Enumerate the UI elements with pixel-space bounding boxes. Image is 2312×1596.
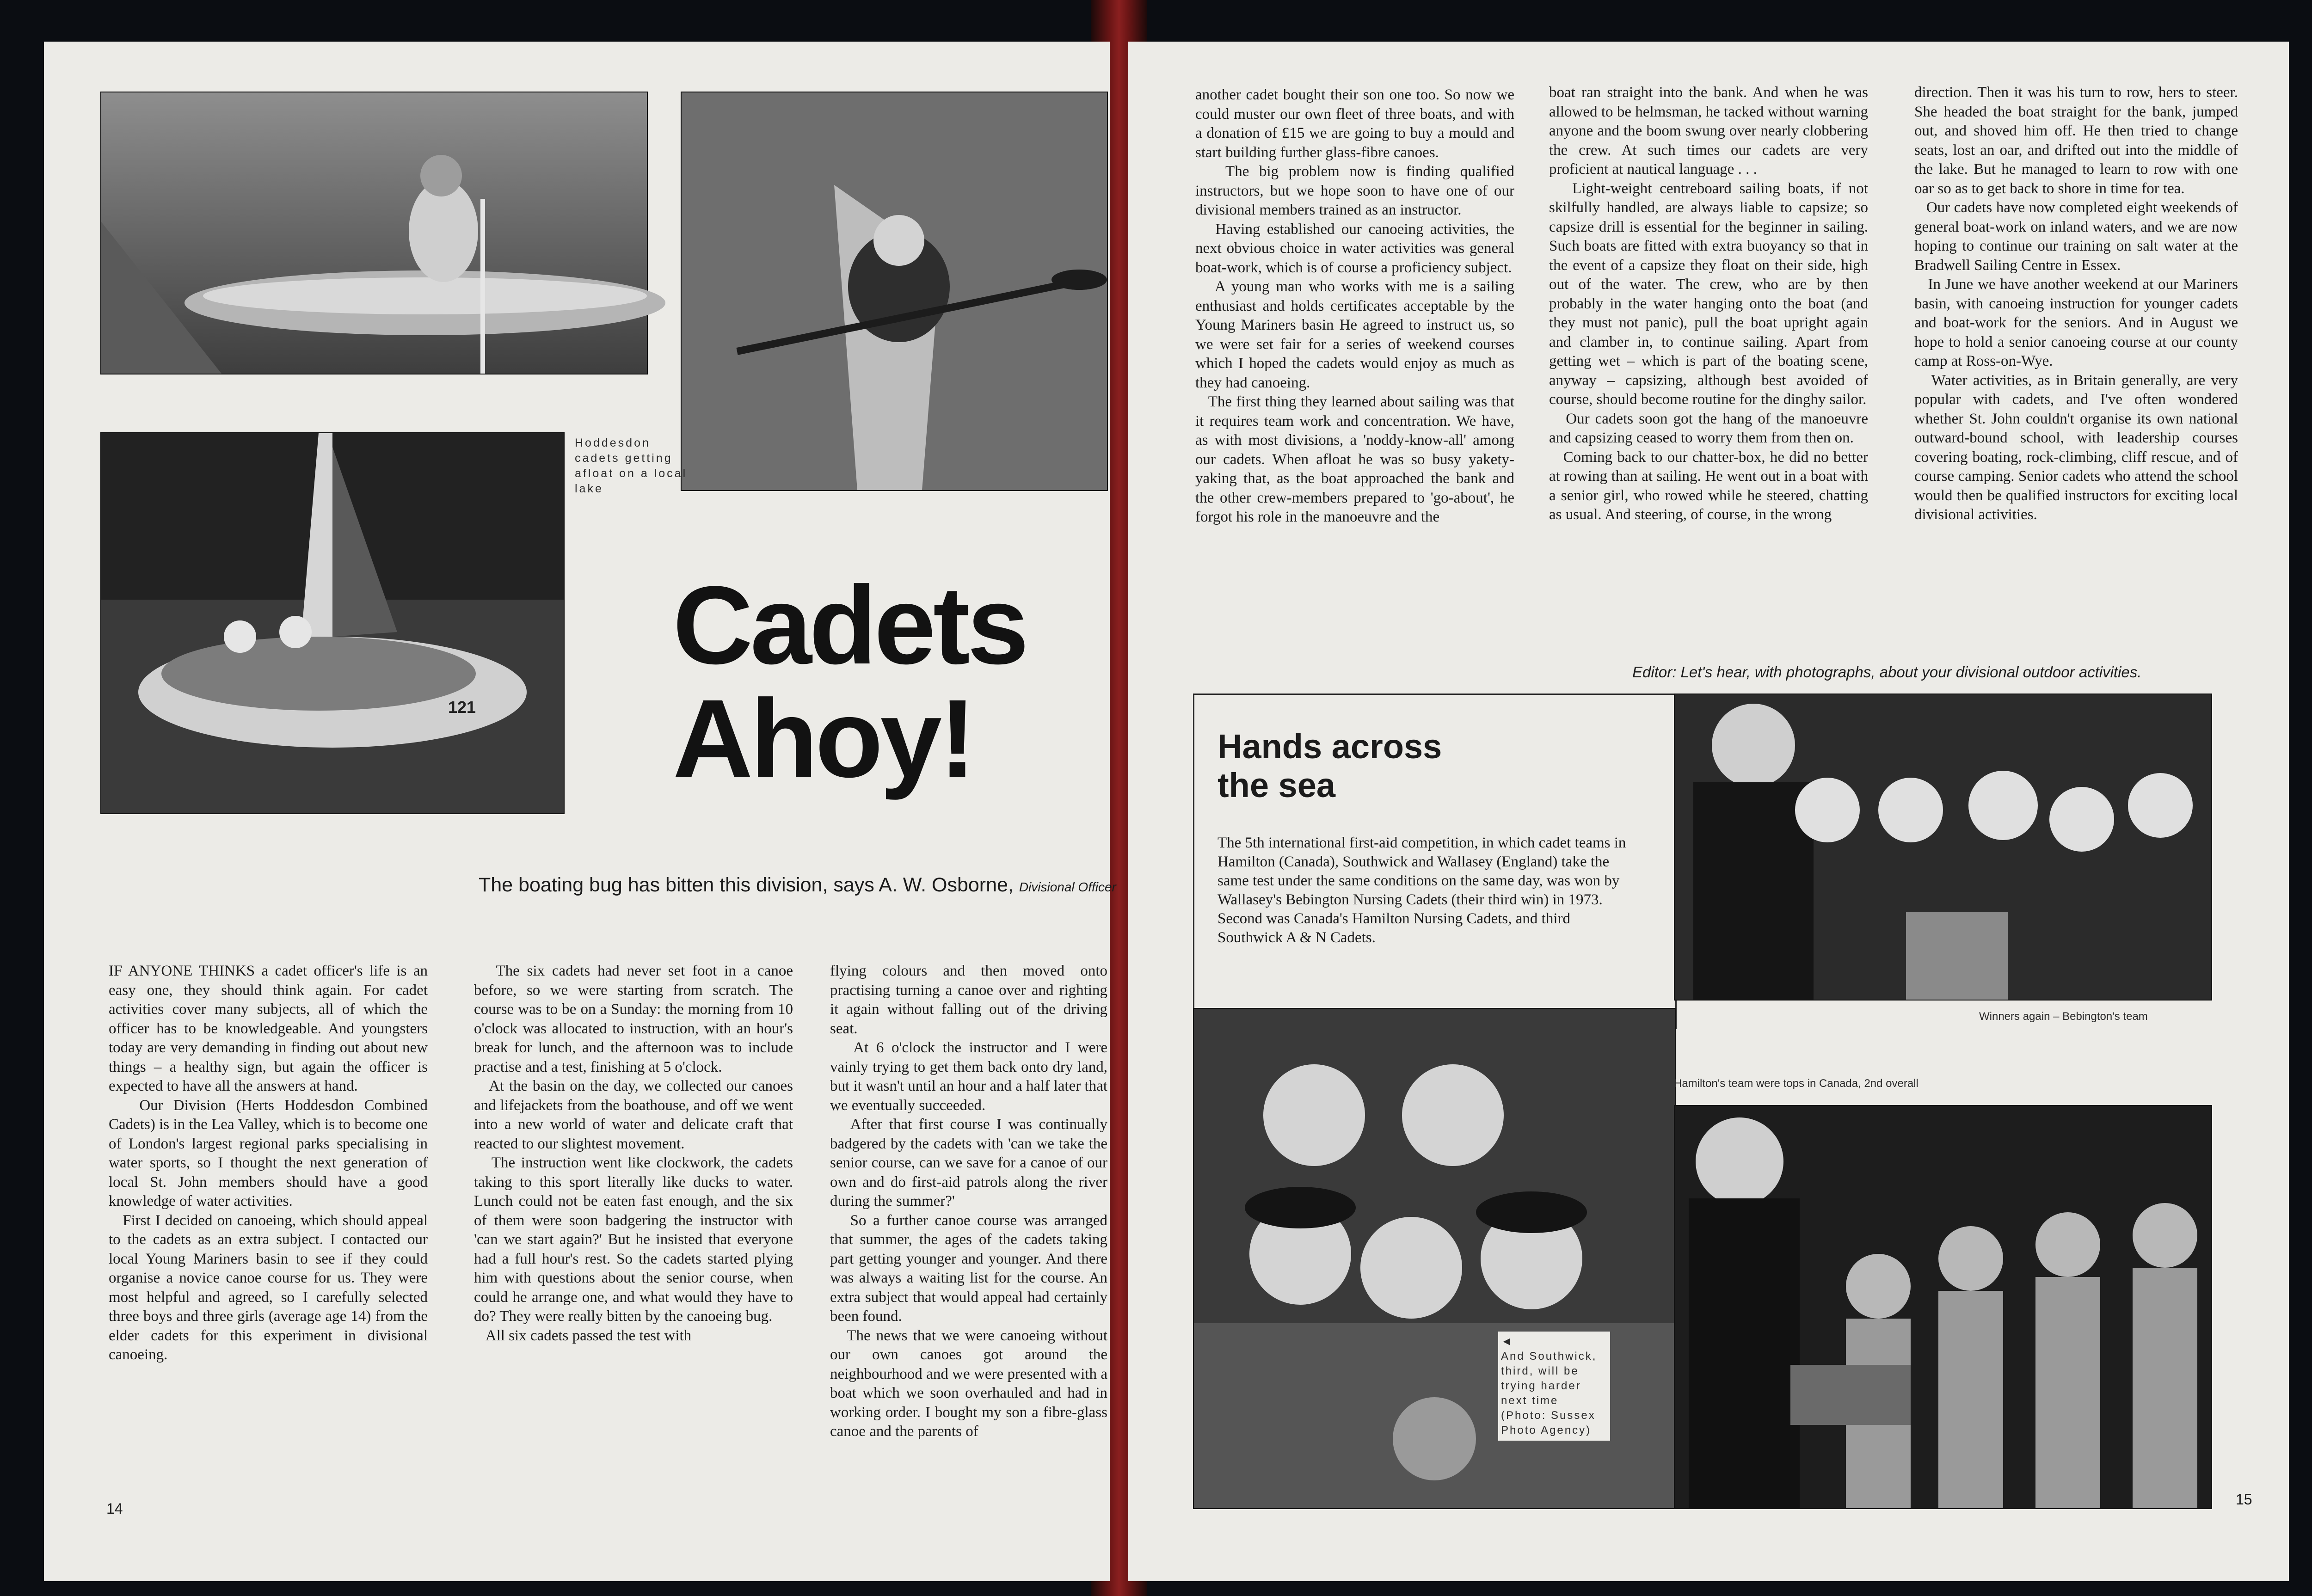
standfirst [479,874,1116,896]
canoe-girl-illustration [682,92,1107,490]
boat-number: 121 [448,698,476,717]
left-page [44,42,1116,1581]
bebington-illustration [1675,694,2211,1000]
page-number-left: 14 [106,1500,123,1517]
canoe-boy-illustration [101,92,647,374]
photo-hamilton-team [1674,1105,2212,1509]
right-column-1: another cadet bought their son one too. So now we could muster our own fleet of three boats, and with a donation of £15 we are going to buy a mould and start building further glass-fibre canoes. The big problem now is finding qualified instructors, but we hope soon to have one of our divisional members trained as an instructor. Having established our canoeing activities, the next obvious choice in water activities was general boat-work, which is of course a proficiency subject. A young man who works with me is a sailing enthusiast and holds certificates acceptable by the Young Mariners basin He agreed to instruct us, so we were set fair for a series of weekend courses which I hoped the cadets would enjoy as much as they had canoeing. The first thing they learned about sailing was that it requires team work and concentration. We have, as with most divisions, a 'noddy-know-all' among our cadets. When afloat he was so busy yakety-yaking that, as the boat approached the bank and the other crew-members prepared to 'go-about', he forgot his role in the manoeuvre and the [1195,86,1515,525]
title-line-2: Ahoy! [673,676,973,800]
caption-southwick: ◄ And Southwick, third, will be trying harder next time (Photo: Sussex Photo Agency) [1498,1332,1610,1441]
photo-caption-hoddesdon: Hoddesdon cadets getting afloat on a local lake [575,436,688,495]
box-text: The 5th international first-aid competition, in which cadet teams in Hamilton (Canada), Southwick and Wallasey (England) take the same test under the same conditions on the same day, was won by Wallasey's Bebington Nursing Cadets (their third win) in 1973. Second was Canada's Hamilton Nursing Cadets, and third Southwick A & N Cadets. [1217,835,1630,946]
title-line-1: Cadets [673,563,1027,687]
hands-across-sea-box [1193,694,1677,1029]
photo-canoe-girl [681,92,1108,491]
photo-bebington-team [1674,694,2212,1001]
caption-bebington: Winners again – Bebington's team [1979,1010,2148,1023]
photo-sailing-boat [100,432,565,814]
caption-hamilton: Hamilton's team were tops in Canada, 2nd overall [1674,1077,1918,1090]
standfirst-role: Divisional Officer [1019,880,1116,894]
left-column-2: The six cadets had never set foot in a canoe before, so we were starting from scratch. The course was to be on a Sunday: the morning from 10 o'clock was allocated to instruction, with an hour's break for lunch, and the afternoon was to include practise and a test, finishing at 5 o'clock. At the basin on the day, we collected our canoes and lifejackets from the boathouse, and off we went into a new world of water and delicate craft that reacted to our slightest movement. The instruction went like clockwork, the cadets taking to this sport literally like ducks to water. Lunch could not be eaten fast enough, and the six of them were soon badgering the instructor with 'can we start again?' But he insisted that everyone had a full hour's rest. So the cadets started plying him with questions about the senior course, when could he arrange one, and what would they have to do? They were really bitten by the canoeing bug. All six cadets passed the test with [474,963,793,1344]
hamilton-illustration [1675,1106,2211,1508]
right-column-2: boat ran straight into the bank. And when he was allowed to be helmsman, he tacked without warning anyone and the boom swung over nearly clobbering the crew. At such times our cadets are very proficient at nautical language . . . Light-weight centreboard sailing boats, if not skilfully handled, are always liable to capsize; so capsize drill is essential for the beginner in sailing. Such boats are fitted with extra buoyancy so that in the event of a capsize they float on their side, high out of the water. The crew, who are by then probably in the water hanging onto the boat (and they must not panic), pull the boat upright again and clamber in, to continue sailing. Apart from getting wet – which is part of the boating scene, anyway – capsizing, although best avoided of course, should become routine for the dinghy sailor. Our cadets soon got the hang of the manoeuvre and capsizing ceased to worry them from then on. Coming back to our chatter-box, he did no better at rowing than at sailing. He went out in a boat with a senior girl, who rowed while he steered, chatting as usual. And steering, of course, in the wrong [1549,84,1869,523]
right-page [1128,42,2289,1581]
left-column-3: flying colours and then moved onto practising turning a canoe over and righting it again without falling out of the driving seat. At 6 o'clock the instructor and I were vainly trying to get them back onto dry land, but it wasn't until an hour and a half later that we eventually succeeded. After that first course I was continually badgered by the cadets with 'can we take the senior course, can we save for a canoe of our own and do first-aid patrols along the river during the summer?' So a further canoe course was arranged that summer, the ages of the cadets taking part getting younger and younger. And there was always a waiting list for the course. An extra subject that would appeal had certainly been found. The news that we were canoeing without our own canoes got around the neighbourhood and we were presented with a boat which we soon overhauled and had in working order. I bought my son a fibre-glass canoe and the parents of [830,963,1108,1440]
page-number-right: 15 [2236,1491,2252,1508]
left-column-1: IF ANYONE THINKS a cadet officer's life is an easy one, they should think again. For cadet activities cover many subjects, all of which the officer has to be knowledgeable. And youngsters today are very demanding in finding out about new things – a healthy sign, but again the officer is expected to have all the answers at hand. Our Division (Herts Hoddesdon Combined Cadets) is in the Lea Valley, which is to become one of London's largest regional parks specialising in water sports, so I thought the next generation of local St. John members should have a good knowledge of water activities. First I decided on canoeing, which should appeal to the cadets as an extra subject. I contacted our local Young Mariners basin to see if they could organise a novice canoe course for us. They were most helpful and agreed, so I carefully selected three boys and three girls (average age 14) from the elder cadets for this experiment in divisional canoeing. [109,963,428,1363]
right-column-3: direction. Then it was his turn to row, hers to steer. She headed the boat straight for the bank, jumped out, and shoved him off. He then tried to change seats, lost an oar, and drifted out into the middle of the lake. But he managed to learn to row with one oar so as to get back to shore in time for tea. Our cadets have now completed eight weekends of general boat-work on inland waters, and we are now hoping to continue our training on salt water at the Bradwell Sailing Centre in Essex. In June we have another weekend at our Mariners basin, with canoeing instruction for younger cadets and boat-work for the seniors. And in August we hope to hold a senior canoeing course at our county camp at Ross-on-Wye. Water activities, as in Britain generally, are very popular with cadets, and I've often wondered whether St. John couldn't organise its own national outward-bound school, with leadership courses covering boating, rock-climbing, cliff rescue, and of course camping. Senior cadets who attend the school would then be qualified instructors for exciting local divisional activities. [1914,84,2238,523]
standfirst-text: The boating bug has bitten this division, says A. W. Osborne, [479,874,1014,896]
sailing-boat-illustration [101,433,564,813]
photo-canoe-boy [100,92,648,374]
editor-note: Editor: Let's hear, with photographs, about your divisional outdoor activities. [1632,663,2142,681]
box-title: Hands across the sea [1217,727,1442,804]
